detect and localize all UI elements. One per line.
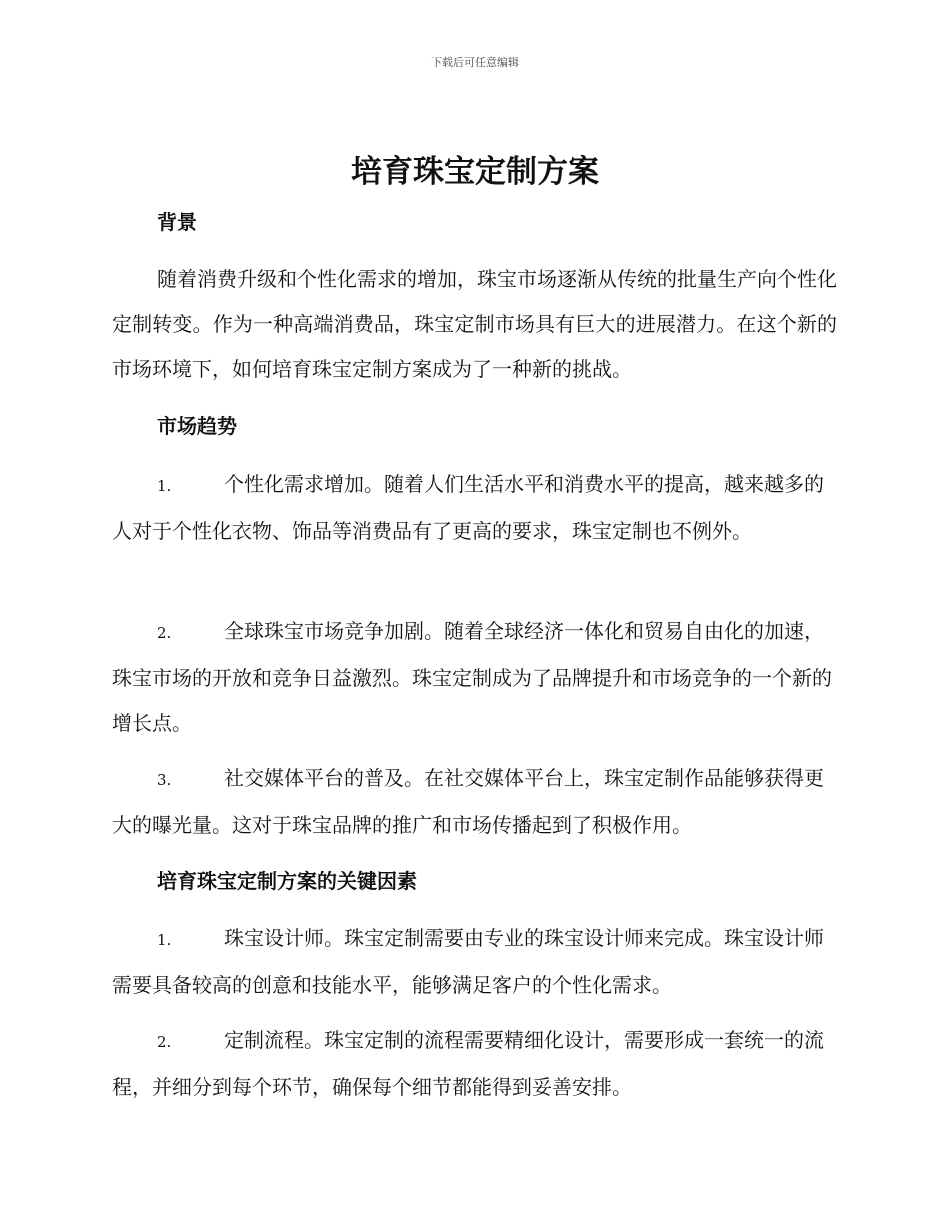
list-item-text: 个性化需求增加。随着人们生活水平和消费水平的提高，越来越多的人对于个性化衣物、饰品等消费品有了更高的要求，珠宝定制也不例外。 xyxy=(112,472,824,543)
background-paragraph: 随着消费升级和个性化需求的增加，珠宝市场逐渐从传统的批量生产向个性化定制转变。作为一种高端消费品，珠宝定制市场具有巨大的进展潜力。在这个新的市场环境下，如何培育珠宝定制方案成为了一种新的挑战。 xyxy=(112,267,837,381)
section-heading-key-factors: 培育珠宝定制方案的关键因素 xyxy=(157,869,417,893)
list-item-number: 1. xyxy=(157,477,172,495)
list-item xyxy=(112,609,837,746)
section-heading-trends: 市场趋势 xyxy=(157,414,237,438)
list-item-number: 2. xyxy=(157,1033,172,1051)
list-item-text: 定制流程。珠宝定制的流程需要精细化设计，需要形成一套统一的流程，并细分到每个环节，确保每个细节都能得到妥善安排。 xyxy=(112,1028,824,1099)
list-item xyxy=(112,756,837,848)
page-header-note: 下载后可任意编辑 xyxy=(431,56,519,69)
list-item-number: 3. xyxy=(157,771,172,789)
document-title: 培育珠宝定制方案 xyxy=(351,154,599,190)
list-item-number: 2. xyxy=(157,624,172,642)
list-item-text: 全球珠宝市场竞争加剧。随着全球经济一体化和贸易自由化的加速，珠宝市场的开放和竞争日益激烈。珠宝定制成为了品牌提升和市场竞争的一个新的增长点。 xyxy=(112,619,832,735)
list-item-number: 1. xyxy=(157,931,172,949)
list-item xyxy=(112,916,837,1008)
list-item-text: 珠宝设计师。珠宝定制需要由专业的珠宝设计师来完成。珠宝设计师需要具备较高的创意和技能水平，能够满足客户的个性化需求。 xyxy=(112,926,824,997)
list-item xyxy=(112,462,837,554)
list-item xyxy=(112,1018,837,1110)
section-heading-background: 背景 xyxy=(157,210,197,234)
list-item-text: 社交媒体平台的普及。在社交媒体平台上，珠宝定制作品能够获得更大的曝光量。这对于珠宝品牌的推广和市场传播起到了积极作用。 xyxy=(112,766,824,837)
